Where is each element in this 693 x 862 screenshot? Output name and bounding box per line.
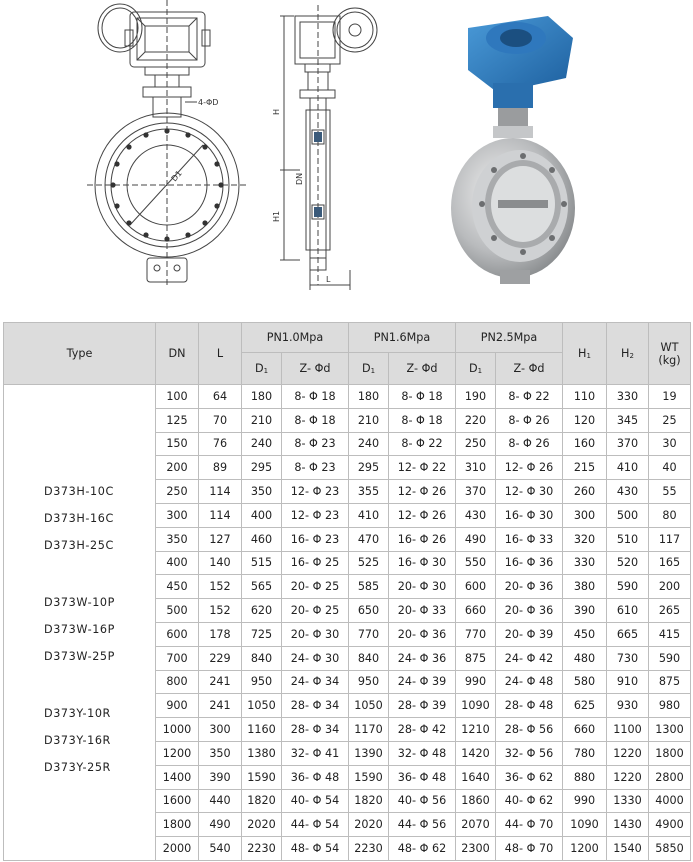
- type-name: D373W-16P: [44, 622, 115, 636]
- table-cell: 24- Φ 42: [496, 646, 563, 670]
- table-cell: 1380: [242, 741, 282, 765]
- table-cell: 440: [199, 789, 242, 813]
- type-name: D373H-25C: [44, 538, 114, 552]
- table-cell: 950: [242, 670, 282, 694]
- table-cell: 1860: [456, 789, 496, 813]
- table-cell: 20- Φ 39: [496, 622, 563, 646]
- table-cell: 780: [563, 741, 607, 765]
- table-cell: 2020: [349, 813, 389, 837]
- valve-product-photo: [438, 8, 588, 288]
- table-cell: 725: [242, 622, 282, 646]
- table-cell: 2230: [242, 837, 282, 861]
- table-cell: 1640: [456, 765, 496, 789]
- table-cell: 16- Φ 30: [496, 503, 563, 527]
- table-cell: 1820: [349, 789, 389, 813]
- table-cell: 210: [242, 408, 282, 432]
- table-cell: 300: [199, 718, 242, 742]
- table-cell: 355: [349, 480, 389, 504]
- table-cell: 580: [563, 670, 607, 694]
- table-cell: 480: [563, 646, 607, 670]
- table-cell: 127: [199, 527, 242, 551]
- table-body: [4, 385, 691, 861]
- h1-dimension-label: H1: [272, 210, 281, 222]
- table-cell: 520: [607, 551, 649, 575]
- table-cell: 4000: [649, 789, 691, 813]
- table-cell: 415: [649, 622, 691, 646]
- table-cell: 620: [242, 599, 282, 623]
- table-cell: 1090: [563, 813, 607, 837]
- table-cell: 8- Φ 22: [389, 432, 456, 456]
- table-cell: 500: [156, 599, 199, 623]
- table-cell: 8- Φ 18: [389, 385, 456, 409]
- table-cell: 190: [456, 385, 496, 409]
- table-cell: 840: [349, 646, 389, 670]
- table-cell: 241: [199, 670, 242, 694]
- header-pn16: PN1.6Mpa: [349, 323, 456, 353]
- table-cell: 2230: [349, 837, 389, 861]
- table-cell: 150: [156, 432, 199, 456]
- table-cell: 8- Φ 23: [282, 456, 349, 480]
- table-cell: 310: [456, 456, 496, 480]
- table-cell: 430: [456, 503, 496, 527]
- table-cell: 380: [563, 575, 607, 599]
- table-cell: 2000: [156, 837, 199, 861]
- type-group: [44, 700, 155, 781]
- table-cell: 800: [156, 670, 199, 694]
- table-cell: 152: [199, 575, 242, 599]
- table-cell: 650: [349, 599, 389, 623]
- type-cell: [4, 385, 156, 861]
- table-cell: 160: [563, 432, 607, 456]
- d1-dimension-label: D1: [169, 168, 184, 184]
- table-cell: 24- Φ 34: [282, 670, 349, 694]
- table-cell: 1330: [607, 789, 649, 813]
- h-dimension-label: H: [272, 108, 281, 115]
- table-cell: 990: [456, 670, 496, 694]
- table-cell: 210: [349, 408, 389, 432]
- table-cell: 28- Φ 42: [389, 718, 456, 742]
- table-cell: 585: [349, 575, 389, 599]
- table-cell: 1220: [607, 741, 649, 765]
- table-cell: 20- Φ 25: [282, 575, 349, 599]
- table-cell: 20- Φ 36: [496, 599, 563, 623]
- table-cell: 140: [199, 551, 242, 575]
- table-cell: 770: [349, 622, 389, 646]
- table-cell: 1390: [349, 741, 389, 765]
- table-cell: 36- Φ 48: [282, 765, 349, 789]
- type-name: D373Y-10R: [44, 706, 111, 720]
- table-cell: 20- Φ 25: [282, 599, 349, 623]
- table-cell: 1160: [242, 718, 282, 742]
- type-name: D373Y-16R: [44, 733, 111, 747]
- dn-dimension-label: DN: [295, 172, 304, 185]
- table-cell: 200: [156, 456, 199, 480]
- table-cell: 1200: [563, 837, 607, 861]
- table-cell: 44- Φ 56: [389, 813, 456, 837]
- table-cell: 660: [456, 599, 496, 623]
- table-cell: 48- Φ 54: [282, 837, 349, 861]
- table-cell: 12- Φ 23: [282, 503, 349, 527]
- header-pn16-d1: $D_1$: [349, 353, 389, 385]
- header-h1: $H_1$: [563, 323, 607, 385]
- header-pn10: PN1.0Mpa: [242, 323, 349, 353]
- table-cell: 460: [242, 527, 282, 551]
- table-cell: 24- Φ 30: [282, 646, 349, 670]
- table-cell: 20- Φ 30: [282, 622, 349, 646]
- table-cell: 875: [456, 646, 496, 670]
- table-cell: 410: [607, 456, 649, 480]
- table-cell: 2070: [456, 813, 496, 837]
- table-cell: 178: [199, 622, 242, 646]
- table-cell: 76: [199, 432, 242, 456]
- table-cell: 950: [349, 670, 389, 694]
- table-cell: 370: [456, 480, 496, 504]
- table-cell: 660: [563, 718, 607, 742]
- table-cell: 400: [156, 551, 199, 575]
- table-cell: 165: [649, 551, 691, 575]
- table-cell: 8- Φ 18: [282, 408, 349, 432]
- type-name: D373W-10P: [44, 595, 115, 609]
- table-cell: 1000: [156, 718, 199, 742]
- table-cell: 12- Φ 26: [389, 480, 456, 504]
- table-cell: 20- Φ 33: [389, 599, 456, 623]
- table-cell: 55: [649, 480, 691, 504]
- table-cell: 880: [563, 765, 607, 789]
- table-cell: 730: [607, 646, 649, 670]
- table-cell: 250: [456, 432, 496, 456]
- header-pn25: PN2.5Mpa: [456, 323, 563, 353]
- table-cell: 1420: [456, 741, 496, 765]
- valve-front-view-drawing: [85, 0, 255, 290]
- table-cell: 89: [199, 456, 242, 480]
- table-cell: 840: [242, 646, 282, 670]
- table-cell: 390: [563, 599, 607, 623]
- table-cell: 540: [199, 837, 242, 861]
- table-cell: 180: [349, 385, 389, 409]
- table-cell: 152: [199, 599, 242, 623]
- table-cell: 229: [199, 646, 242, 670]
- table-cell: 114: [199, 480, 242, 504]
- table-cell: 900: [156, 694, 199, 718]
- table-cell: 48- Φ 70: [496, 837, 563, 861]
- table-cell: 241: [199, 694, 242, 718]
- table-cell: 330: [563, 551, 607, 575]
- table-cell: 1600: [156, 789, 199, 813]
- table-cell: 28- Φ 56: [496, 718, 563, 742]
- table-cell: 430: [607, 480, 649, 504]
- table-cell: 370: [607, 432, 649, 456]
- table-cell: 350: [242, 480, 282, 504]
- table-cell: 12- Φ 30: [496, 480, 563, 504]
- table-cell: 265: [649, 599, 691, 623]
- table-cell: 28- Φ 34: [282, 694, 349, 718]
- table-cell: 550: [456, 551, 496, 575]
- table-cell: 5850: [649, 837, 691, 861]
- table-cell: 500: [607, 503, 649, 527]
- table-cell: 200: [649, 575, 691, 599]
- table-cell: 350: [199, 741, 242, 765]
- table-cell: 295: [242, 456, 282, 480]
- table-cell: 117: [649, 527, 691, 551]
- table-cell: 24- Φ 48: [496, 670, 563, 694]
- table-cell: 1050: [242, 694, 282, 718]
- table-cell: 910: [607, 670, 649, 694]
- table-cell: 20- Φ 30: [389, 575, 456, 599]
- table-cell: 32- Φ 56: [496, 741, 563, 765]
- table-cell: 330: [607, 385, 649, 409]
- type-group: [44, 478, 155, 559]
- table-cell: 40- Φ 56: [389, 789, 456, 813]
- table-cell: 470: [349, 527, 389, 551]
- table-cell: 1090: [456, 694, 496, 718]
- table-cell: 665: [607, 622, 649, 646]
- table-cell: 215: [563, 456, 607, 480]
- table-cell: 36- Φ 48: [389, 765, 456, 789]
- table-cell: 100: [156, 385, 199, 409]
- header-pn10-d1: $D_1$: [242, 353, 282, 385]
- table-cell: 70: [199, 408, 242, 432]
- table-cell: 64: [199, 385, 242, 409]
- table-cell: 565: [242, 575, 282, 599]
- type-name: D373H-16C: [44, 511, 114, 525]
- table-cell: 12- Φ 26: [389, 503, 456, 527]
- header-l: L: [199, 323, 242, 385]
- table-cell: 12- Φ 26: [496, 456, 563, 480]
- specification-table: [3, 322, 691, 861]
- table-cell: 48- Φ 62: [389, 837, 456, 861]
- table-cell: 4900: [649, 813, 691, 837]
- table-cell: 40- Φ 62: [496, 789, 563, 813]
- table-cell: 8- Φ 18: [389, 408, 456, 432]
- table-cell: 110: [563, 385, 607, 409]
- table-cell: 24- Φ 36: [389, 646, 456, 670]
- table-cell: 8- Φ 18: [282, 385, 349, 409]
- table-cell: 260: [563, 480, 607, 504]
- table-cell: 300: [156, 503, 199, 527]
- table-cell: 8- Φ 26: [496, 408, 563, 432]
- table-cell: 220: [456, 408, 496, 432]
- table-cell: 125: [156, 408, 199, 432]
- table-cell: 16- Φ 26: [389, 527, 456, 551]
- table-cell: 44- Φ 54: [282, 813, 349, 837]
- header-pn16-zd: Z- Φd: [389, 353, 456, 385]
- figure-area: [0, 0, 693, 300]
- type-name: D373W-25P: [44, 649, 115, 663]
- table-cell: 390: [199, 765, 242, 789]
- table-cell: 1800: [156, 813, 199, 837]
- table-cell: 240: [349, 432, 389, 456]
- table-cell: 20- Φ 36: [389, 622, 456, 646]
- header-pn25-d1: $D_1$: [456, 353, 496, 385]
- table-cell: 600: [456, 575, 496, 599]
- table-cell: 1050: [349, 694, 389, 718]
- l-dimension-label: L: [326, 275, 331, 284]
- header-h2: $H_2$: [607, 323, 649, 385]
- table-cell: 20- Φ 36: [496, 575, 563, 599]
- table-cell: 610: [607, 599, 649, 623]
- table-cell: 1590: [242, 765, 282, 789]
- table-cell: 300: [563, 503, 607, 527]
- table-cell: 40- Φ 54: [282, 789, 349, 813]
- table-cell: 990: [563, 789, 607, 813]
- table-cell: 320: [563, 527, 607, 551]
- table-cell: 515: [242, 551, 282, 575]
- header-type: Type: [4, 323, 156, 385]
- table-cell: 1220: [607, 765, 649, 789]
- table-cell: 114: [199, 503, 242, 527]
- header-pn25-zd: Z- Φd: [496, 353, 563, 385]
- table-cell: 24- Φ 39: [389, 670, 456, 694]
- table-cell: 1300: [649, 718, 691, 742]
- table-cell: 490: [199, 813, 242, 837]
- table-cell: 450: [156, 575, 199, 599]
- table-cell: 295: [349, 456, 389, 480]
- type-name: D373H-10C: [44, 484, 114, 498]
- table-cell: 875: [649, 670, 691, 694]
- table-cell: 1200: [156, 741, 199, 765]
- type-name: D373Y-25R: [44, 760, 111, 774]
- table-cell: 1540: [607, 837, 649, 861]
- table-cell: 12- Φ 23: [282, 480, 349, 504]
- table-cell: 240: [242, 432, 282, 456]
- table-cell: 44- Φ 70: [496, 813, 563, 837]
- table-cell: 40: [649, 456, 691, 480]
- table-cell: 770: [456, 622, 496, 646]
- table-cell: 350: [156, 527, 199, 551]
- table-cell: 930: [607, 694, 649, 718]
- table-cell: 345: [607, 408, 649, 432]
- valve-side-view-drawing: [270, 0, 390, 295]
- table-cell: 1430: [607, 813, 649, 837]
- table-cell: 180: [242, 385, 282, 409]
- table-cell: 32- Φ 48: [389, 741, 456, 765]
- table-cell: 32- Φ 41: [282, 741, 349, 765]
- table-cell: 700: [156, 646, 199, 670]
- header-wt: WT (kg): [649, 323, 691, 385]
- table-cell: 410: [349, 503, 389, 527]
- type-group: [44, 589, 155, 670]
- table-cell: 36- Φ 62: [496, 765, 563, 789]
- table-cell: 16- Φ 36: [496, 551, 563, 575]
- table-cell: 590: [607, 575, 649, 599]
- table-cell: 600: [156, 622, 199, 646]
- table-row: [4, 385, 691, 409]
- table-cell: 28- Φ 39: [389, 694, 456, 718]
- table-cell: 250: [156, 480, 199, 504]
- table-cell: 120: [563, 408, 607, 432]
- table-cell: 80: [649, 503, 691, 527]
- table-cell: 16- Φ 23: [282, 527, 349, 551]
- table-cell: 525: [349, 551, 389, 575]
- table-cell: 1170: [349, 718, 389, 742]
- table-cell: 400: [242, 503, 282, 527]
- table-cell: 2800: [649, 765, 691, 789]
- table-cell: 590: [649, 646, 691, 670]
- table-cell: 28- Φ 34: [282, 718, 349, 742]
- table-cell: 2020: [242, 813, 282, 837]
- table-cell: 490: [456, 527, 496, 551]
- table-cell: 8- Φ 26: [496, 432, 563, 456]
- table-cell: 16- Φ 30: [389, 551, 456, 575]
- table-cell: 510: [607, 527, 649, 551]
- header-dn: DN: [156, 323, 199, 385]
- table-cell: 8- Φ 22: [496, 385, 563, 409]
- bolt-callout: 4-ΦD: [198, 98, 219, 107]
- table-cell: 1210: [456, 718, 496, 742]
- table-cell: 1400: [156, 765, 199, 789]
- header-pn10-zd: Z- Φd: [282, 353, 349, 385]
- table-cell: 450: [563, 622, 607, 646]
- table-cell: 2300: [456, 837, 496, 861]
- table-cell: 980: [649, 694, 691, 718]
- table-cell: 28- Φ 48: [496, 694, 563, 718]
- table-cell: 19: [649, 385, 691, 409]
- table-cell: 1100: [607, 718, 649, 742]
- table-cell: 12- Φ 22: [389, 456, 456, 480]
- table-cell: 25: [649, 408, 691, 432]
- table-cell: 1590: [349, 765, 389, 789]
- table-cell: 1820: [242, 789, 282, 813]
- table-cell: 8- Φ 23: [282, 432, 349, 456]
- table-cell: 30: [649, 432, 691, 456]
- table-cell: 16- Φ 25: [282, 551, 349, 575]
- table-cell: 1800: [649, 741, 691, 765]
- table-cell: 625: [563, 694, 607, 718]
- table-cell: 16- Φ 33: [496, 527, 563, 551]
